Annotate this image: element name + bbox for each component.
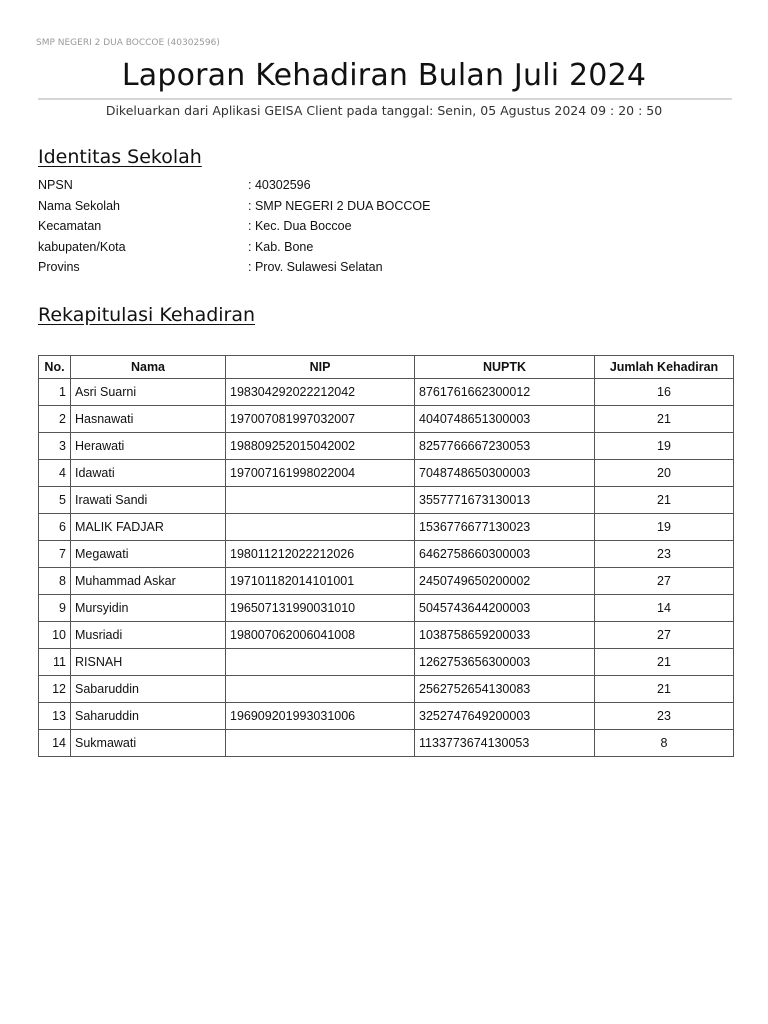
cell-jumlah-kehadiran: 20 — [595, 460, 734, 487]
report-title: Laporan Kehadiran Bulan Juli 2024 — [121, 58, 647, 93]
cell-no: 8 — [39, 568, 71, 595]
report-subtitle: Dikeluarkan dari Aplikasi GEISA Client pada tanggal: Senin, 05 Agustus 2024 09 : 20 : 50 — [105, 103, 663, 118]
table-row — [39, 460, 734, 487]
cell-jumlah-kehadiran: 21 — [595, 676, 734, 703]
identity-value: : 40302596 — [248, 178, 311, 193]
cell-no: 5 — [39, 487, 71, 514]
cell-nuptk: 4040748651300003 — [415, 406, 595, 433]
cell-jumlah-kehadiran: 8 — [595, 730, 734, 757]
cell-nuptk: 8257766667230053 — [415, 433, 595, 460]
cell-no: 3 — [39, 433, 71, 460]
cell-nuptk: 5045743644200003 — [415, 595, 595, 622]
table-row — [39, 487, 734, 514]
table-row — [39, 433, 734, 460]
column-header-nuptk: NUPTK — [415, 356, 595, 379]
identity-value: : Prov. Sulawesi Selatan — [248, 260, 383, 275]
column-header-jumlah-kehadiran: Jumlah Kehadiran — [595, 356, 734, 379]
cell-nama: Hasnawati — [71, 406, 226, 433]
table-row — [39, 730, 734, 757]
identity-row-kecamatan — [38, 216, 538, 237]
identity-row-nama-sekolah — [38, 196, 538, 217]
identity-section-heading: Identitas Sekolah — [38, 146, 202, 168]
cell-nama: RISNAH — [71, 649, 226, 676]
cell-nama: Sukmawati — [71, 730, 226, 757]
identity-label: kabupaten/Kota — [38, 239, 126, 254]
attendance-table-body — [39, 379, 734, 757]
cell-nip — [226, 514, 415, 541]
cell-jumlah-kehadiran: 21 — [595, 649, 734, 676]
cell-nuptk: 3252747649200003 — [415, 703, 595, 730]
cell-nama: Megawati — [71, 541, 226, 568]
cell-no: 7 — [39, 541, 71, 568]
cell-nuptk: 1133773674130053 — [415, 730, 595, 757]
identity-value: : Kab. Bone — [248, 239, 314, 254]
cell-nip — [226, 487, 415, 514]
cell-nuptk: 2562752654130083 — [415, 676, 595, 703]
cell-nip — [226, 676, 415, 703]
cell-nip — [226, 730, 415, 757]
identity-label: Nama Sekolah — [38, 198, 120, 213]
table-row — [39, 406, 734, 433]
identity-value: : Kec. Dua Boccoe — [248, 219, 352, 234]
cell-nip: 196909201993031006 — [226, 703, 415, 730]
cell-nuptk: 2450749650200002 — [415, 568, 595, 595]
cell-no: 11 — [39, 649, 71, 676]
table-row — [39, 703, 734, 730]
cell-nuptk: 7048748650300003 — [415, 460, 595, 487]
cell-nama: Asri Suarni — [71, 379, 226, 406]
cell-nama: Muhammad Askar — [71, 568, 226, 595]
cell-nama: Saharuddin — [71, 703, 226, 730]
cell-nama: Irawati Sandi — [71, 487, 226, 514]
cell-no: 13 — [39, 703, 71, 730]
cell-nuptk: 3557771673130013 — [415, 487, 595, 514]
cell-jumlah-kehadiran: 19 — [595, 433, 734, 460]
table-row — [39, 649, 734, 676]
cell-jumlah-kehadiran: 27 — [595, 622, 734, 649]
recap-section-heading: Rekapitulasi Kehadiran — [38, 304, 256, 326]
document-header-tag: SMP NEGERI 2 DUA BOCCOE (40302596) — [36, 38, 220, 48]
column-header-nip: NIP — [226, 356, 415, 379]
cell-no: 12 — [39, 676, 71, 703]
cell-nip: 198809252015042002 — [226, 433, 415, 460]
cell-nip: 198011212022212026 — [226, 541, 415, 568]
cell-nama: MALIK FADJAR — [71, 514, 226, 541]
cell-nama: Idawati — [71, 460, 226, 487]
identity-row-kabupaten — [38, 237, 538, 258]
cell-jumlah-kehadiran: 16 — [595, 379, 734, 406]
cell-nama: Musriadi — [71, 622, 226, 649]
identity-value: : SMP NEGERI 2 DUA BOCCOE — [248, 198, 431, 213]
cell-no: 6 — [39, 514, 71, 541]
cell-nip: 196507131990031010 — [226, 595, 415, 622]
cell-nuptk: 1038758659200033 — [415, 622, 595, 649]
table-row — [39, 379, 734, 406]
cell-nip: 197007161998022004 — [226, 460, 415, 487]
cell-no: 14 — [39, 730, 71, 757]
table-row — [39, 514, 734, 541]
table-header-row — [39, 356, 734, 379]
cell-jumlah-kehadiran: 23 — [595, 541, 734, 568]
cell-no: 1 — [39, 379, 71, 406]
cell-nuptk: 1536776677130023 — [415, 514, 595, 541]
cell-nama: Herawati — [71, 433, 226, 460]
cell-nip — [226, 649, 415, 676]
table-row — [39, 676, 734, 703]
cell-nip: 197007081997032007 — [226, 406, 415, 433]
cell-jumlah-kehadiran: 27 — [595, 568, 734, 595]
cell-jumlah-kehadiran: 23 — [595, 703, 734, 730]
identity-row-provinsi — [38, 257, 538, 278]
cell-no: 4 — [39, 460, 71, 487]
cell-nama: Sabaruddin — [71, 676, 226, 703]
cell-no: 2 — [39, 406, 71, 433]
identity-row-npsn — [38, 175, 538, 196]
cell-no: 9 — [39, 595, 71, 622]
cell-nip: 198304292022212042 — [226, 379, 415, 406]
cell-jumlah-kehadiran: 21 — [595, 406, 734, 433]
cell-nip: 198007062006041008 — [226, 622, 415, 649]
cell-jumlah-kehadiran: 21 — [595, 487, 734, 514]
table-row — [39, 568, 734, 595]
cell-nip: 197101182014101001 — [226, 568, 415, 595]
cell-no: 10 — [39, 622, 71, 649]
column-header-no: No. — [39, 356, 71, 379]
identity-label: NPSN — [38, 178, 73, 193]
cell-nuptk: 8761761662300012 — [415, 379, 595, 406]
title-divider — [38, 98, 732, 100]
cell-jumlah-kehadiran: 14 — [595, 595, 734, 622]
column-header-nama: Nama — [71, 356, 226, 379]
cell-nuptk: 1262753656300003 — [415, 649, 595, 676]
table-row — [39, 595, 734, 622]
cell-jumlah-kehadiran: 19 — [595, 514, 734, 541]
identity-label: Kecamatan — [38, 219, 102, 234]
identity-list — [38, 175, 538, 278]
identity-label: Provins — [38, 260, 80, 275]
table-row — [39, 622, 734, 649]
attendance-table — [38, 355, 734, 757]
table-row — [39, 541, 734, 568]
cell-nama: Mursyidin — [71, 595, 226, 622]
cell-nuptk: 6462758660300003 — [415, 541, 595, 568]
